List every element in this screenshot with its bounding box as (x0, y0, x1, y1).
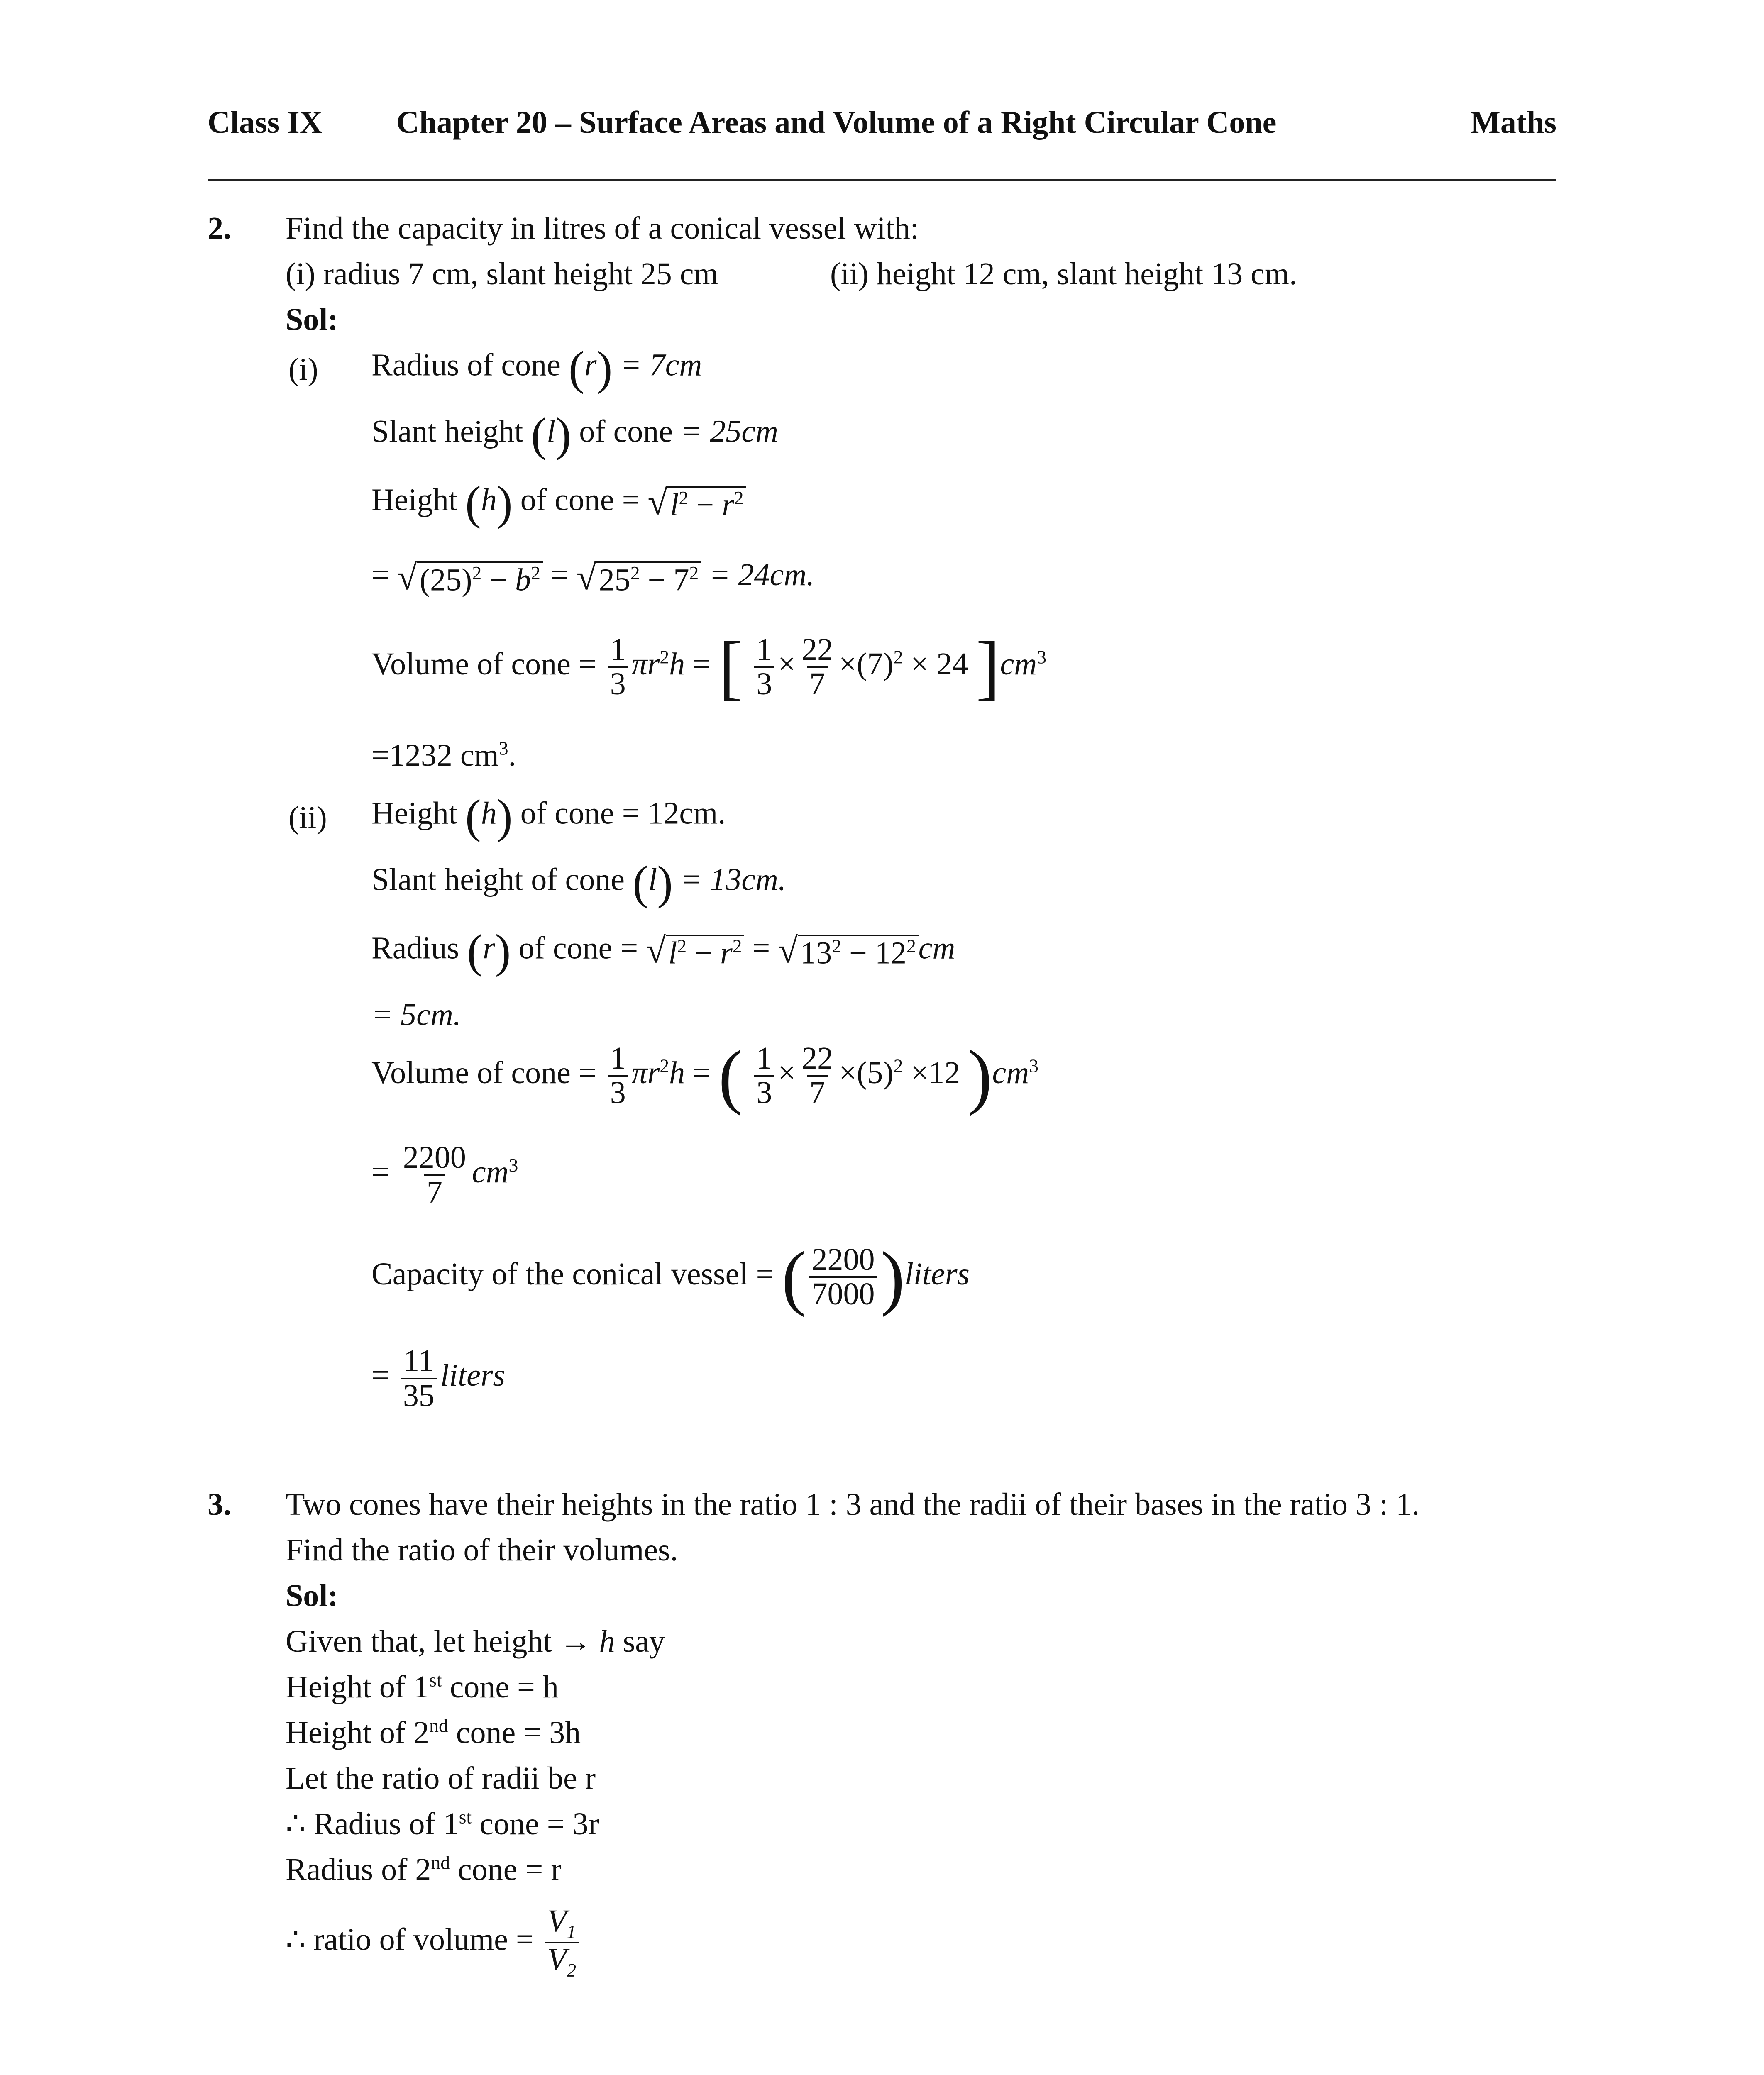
q2-question: Find the capacity in litres of a conical vessel with: (286, 211, 919, 246)
q3-height2: Height of 2nd cone = 3h (286, 1715, 581, 1750)
ii-volume-text: Volume of cone (371, 1055, 571, 1090)
i-radius-text: Radius of cone (371, 347, 561, 383)
final-unit: liters (440, 1358, 506, 1393)
final-num: 11 (403, 1343, 434, 1378)
q3-radius2: Radius of 2nd cone = r (286, 1852, 562, 1887)
ii-slant-value: = 13cm. (681, 862, 786, 897)
q2-sub-i-label: (i) (288, 352, 318, 387)
q2-sol-label: Sol: (286, 302, 338, 337)
q3-ratio-volume: ∴ ratio of volume = $\frac{V_1}{V_2}$ (286, 1905, 582, 1980)
i-volume-result: =1232 $cm^3$. (371, 737, 516, 773)
i-volume-line: Volume of cone = $\frac{1}{3}$ $\pi r^2h$ = [ $\frac{1}{3}$ × $\frac{22}{7}$ $\times(7)^2 \times 24$ ]$cm^3$ (371, 627, 1046, 707)
i-slant-value: = 25cm (681, 414, 778, 449)
ii-radius-result: = 5cm. (371, 997, 461, 1032)
i-height-text2: of cone (520, 482, 614, 518)
q2-part-i: (i) radius 7 cm, slant height 25 cm (286, 256, 718, 291)
subject-label: Maths (1471, 105, 1556, 140)
capacity-unit: liters (904, 1256, 970, 1291)
header-divider (208, 179, 1556, 181)
capacity-num: 2200 (811, 1242, 875, 1277)
i-slant-text: Slant height (371, 414, 523, 449)
ii-volume-den: 7 (424, 1174, 445, 1209)
capacity-line: Capacity of the conical vessel = ( $\frac{2200}{7000}$ )liters (371, 1237, 970, 1317)
q2-sub-ii-label: (ii) (288, 800, 327, 835)
ii-radius-text: Radius (371, 930, 459, 966)
i-height-calc: = √ $(25)^2 - b^2$ = √ $25^2 - 7^2$ = 24cm. (371, 557, 815, 598)
q2-number: 2. (208, 211, 231, 246)
i-height-calc-end: = 24cm. (709, 557, 815, 592)
q3-number: 3. (208, 1487, 231, 1522)
ii-height-text2: of cone = 12cm. (520, 796, 726, 831)
q3-height1: Height of 1st cone = h (286, 1669, 559, 1704)
i-height-formula: √ $l^2 - r^2$ (647, 484, 746, 522)
capacity-text: Capacity of the conical vessel (371, 1256, 748, 1291)
ii-volume-line: Volume of cone = $\frac{1}{3}$ $\pi r^2h$ = ( $\frac{1}{3}$ × $\frac{22}{7}$ $\times(5)^2 \times 12$ )$cm^3$ (371, 1035, 1038, 1116)
q3-given: Given that, let height → h say (286, 1624, 665, 1659)
i-height-line: Height (h) of cone = √ $l^2 - r^2$ (371, 479, 746, 527)
q3-question-line2: Find the ratio of their volumes. (286, 1533, 678, 1567)
ii-radius-text2: of cone (518, 930, 613, 966)
q3-radius1: ∴ Radius of 1st cone = 3r (286, 1806, 599, 1841)
final-answer: = $\frac{11}{35}$ liters (371, 1343, 506, 1413)
ii-radius-line: Radius (r) of cone = √ $l^2 - r^2$ = √ $13^2 - 12^2$ cm (371, 925, 955, 977)
q3-question-line1: Two cones have their heights in the ratio 1 : 3 and the radii of their bases in the ratio 3 : 1. (286, 1487, 1420, 1522)
q2-part-ii: (ii) height 12 cm, slant height 13 cm. (830, 256, 1297, 291)
ii-volume-num: 2200 (403, 1140, 466, 1175)
q3-sol-label: Sol: (286, 1578, 338, 1613)
final-den: 35 (401, 1378, 437, 1413)
i-radius-value: = 7cm (620, 347, 702, 383)
i-radius-line: Radius of cone (r) = 7cm (371, 342, 702, 394)
ii-height-line: Height (h) of cone = 12cm. (371, 790, 726, 842)
capacity-den: 7000 (809, 1276, 877, 1311)
i-slant-text2: of cone (579, 414, 673, 449)
i-height-text: Height (371, 482, 457, 518)
chapter-title: Chapter 20 – Surface Areas and Volume of a Right Circular Cone (396, 105, 1277, 140)
ii-volume-result: = $\frac{2200}{7}$ $cm^3$ (371, 1140, 518, 1210)
class-label: Class IX (208, 105, 323, 140)
ii-height-text: Height (371, 796, 457, 831)
i-slant-line: Slant height (l) of cone = 25cm (371, 408, 778, 461)
q3-ratio-radii: Let the ratio of radii be r (286, 1761, 596, 1796)
ii-slant-text: Slant height of cone (371, 862, 625, 897)
ii-slant-line: Slant height of cone (l) = 13cm. (371, 856, 786, 909)
i-volume-text: Volume of cone (371, 646, 571, 681)
